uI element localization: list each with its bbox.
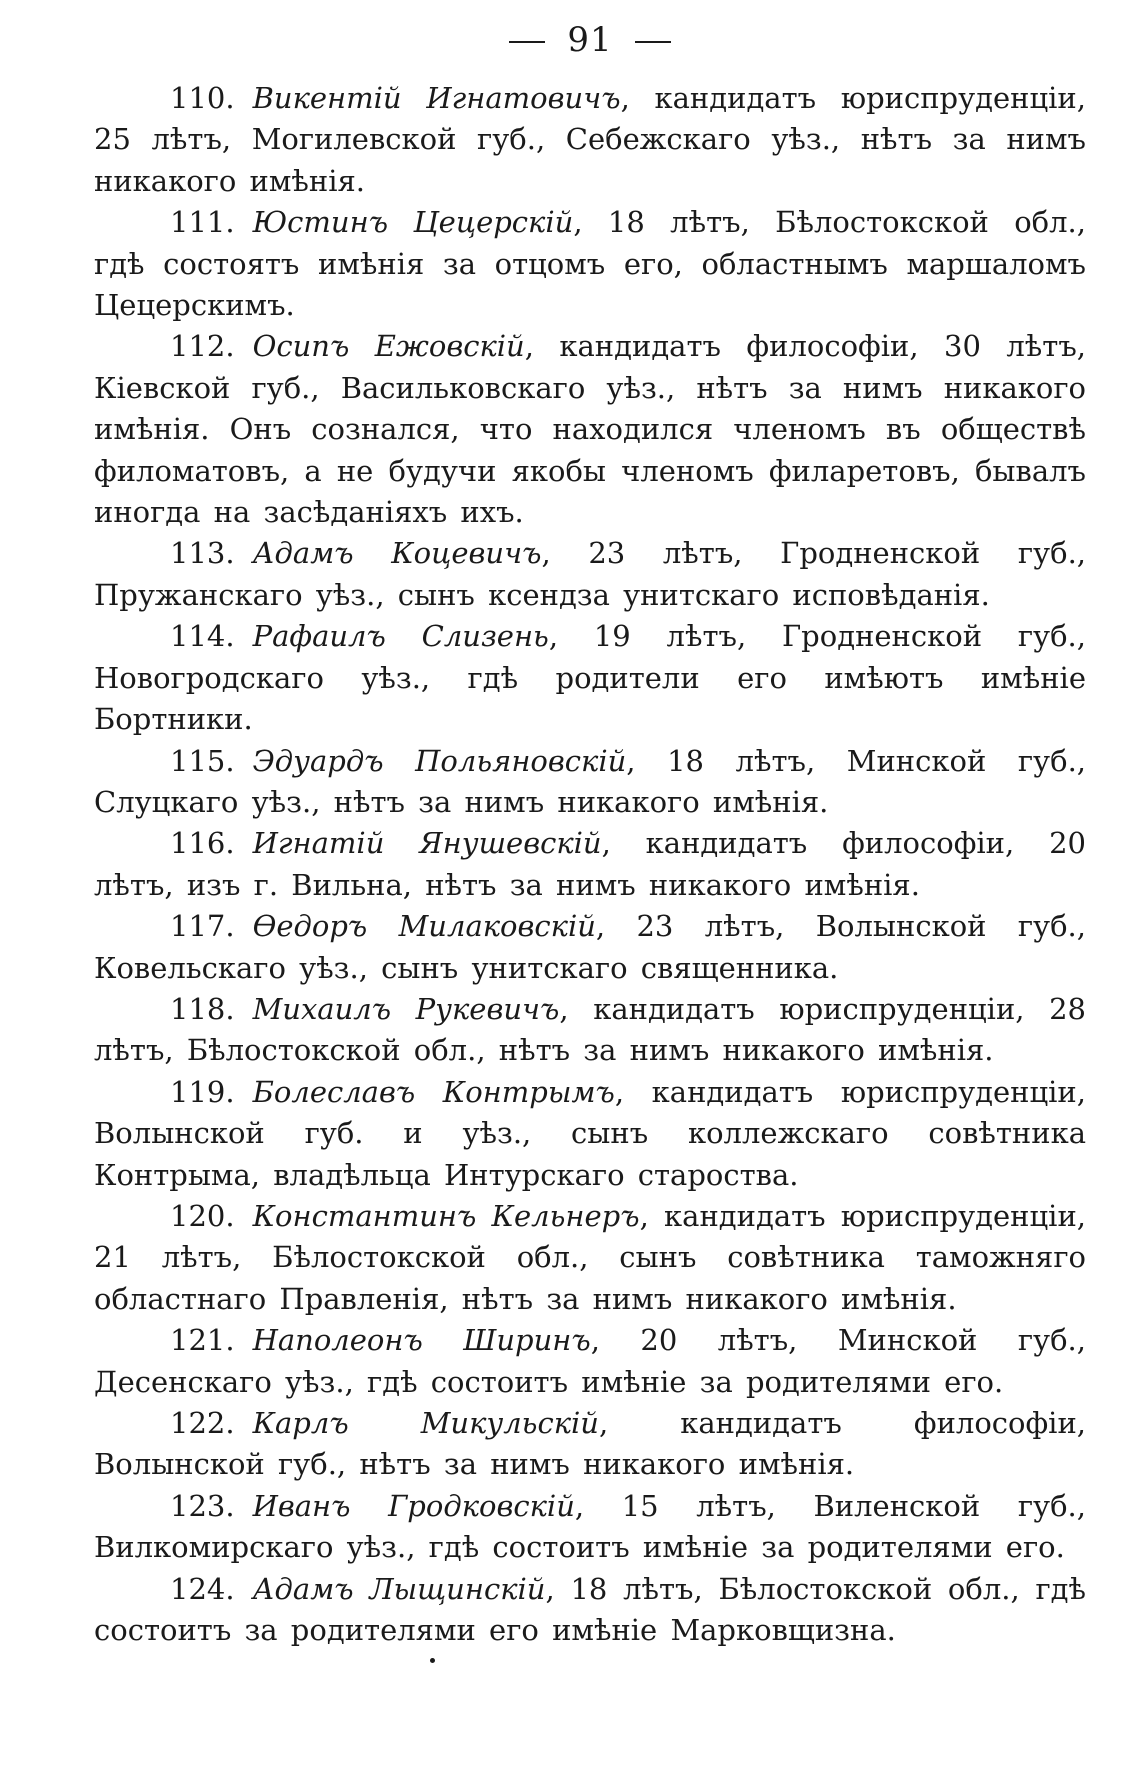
list-item xyxy=(94,1486,1086,1569)
entry-text: , кандидатъ юриспруденціи, 21 лѣтъ, Бѣлостокской обл., сынъ совѣтника таможняго областнаго Правленія, нѣтъ за нимъ никакого имѣнія. xyxy=(94,1198,1086,1316)
header-dash-right xyxy=(635,41,671,43)
person-name: Осипъ Ежовскій xyxy=(252,329,525,364)
person-name: Викентій Игнатовичъ xyxy=(252,81,621,115)
entry-number: 122. xyxy=(170,1406,235,1440)
entry-number: 113. xyxy=(170,536,235,571)
entry-text: , 19 лѣтъ, Гродненской губ., Новогродскаго уѣз., гдѣ родители его имѣютъ имѣніе Бортники. xyxy=(94,619,1086,737)
person-name: Константинъ Кельнеръ xyxy=(252,1198,640,1233)
person-name: Өедоръ Милаковскій xyxy=(252,909,596,944)
entry-number: 114. xyxy=(170,619,235,654)
page-header xyxy=(94,18,1086,78)
entry-number: 115. xyxy=(170,743,235,778)
person-name: Адамъ Коцевичъ xyxy=(252,536,542,571)
list-item xyxy=(94,1403,1086,1486)
list-item xyxy=(94,326,1086,533)
list-item xyxy=(94,1196,1086,1320)
entry-text: , кандидатъ юриспруденціи, 28 лѣтъ, Бѣлостокской обл., нѣтъ за нимъ никакого имѣнія. xyxy=(94,991,1086,1068)
entry-number: 123. xyxy=(170,1488,235,1523)
list-item xyxy=(94,202,1086,326)
entry-text: , 15 лѣтъ, Виленской губ., Вилкомирскаго уѣз., гдѣ состоитъ имѣніе за родителями его. xyxy=(94,1488,1086,1565)
entry-number: 111. xyxy=(170,205,235,240)
entry-number: 110. xyxy=(170,81,235,115)
entry-text: , кандидатъ философіи, 20 лѣтъ, изъ г. Вильна, нѣтъ за нимъ никакого имѣнія. xyxy=(94,826,1086,902)
person-name: Эдуардъ Польяновскій xyxy=(252,743,627,778)
list-item xyxy=(94,1320,1086,1403)
person-name: Болеславъ Контрымъ xyxy=(252,1074,615,1109)
list-item xyxy=(94,823,1086,906)
entry-text: , 23 лѣтъ, Гродненской губ., Пружанскаго уѣз., сынъ ксендза унитскаго исповѣданія. xyxy=(94,536,1087,612)
person-name: Юстинъ Цецерскій xyxy=(252,205,574,240)
person-name: Карлъ Микульскій xyxy=(252,1406,599,1440)
person-name: Михаилъ Рукевичъ xyxy=(252,991,560,1026)
list-item xyxy=(94,741,1086,824)
entry-number: 117. xyxy=(170,909,235,944)
entry-text: , 23 лѣтъ, Волынской губ., Ковельскаго уѣз., сынъ унитскаго священника. xyxy=(94,909,1086,985)
entry-text: , 18 лѣтъ, Бѣлостокской обл., гдѣ состоятъ имѣнія за отцомъ его, областнымъ маршаломъ Цецерскимъ. xyxy=(94,205,1086,323)
document-page xyxy=(94,18,1086,1651)
person-name: Наполеонъ Ширинъ xyxy=(252,1323,591,1358)
entry-number: 112. xyxy=(170,329,235,364)
entry-text: , кандидатъ философіи, 30 лѣтъ, Кіевской губ., Васильковскаго уѣз., нѣтъ за нимъ никакого имѣнія. Онъ сознался, что находился членомъ въ обществѣ филоматовъ, а не будучи якобы членомъ филаретовъ, бывалъ иногда на засѣданіяхъ ихъ. xyxy=(94,329,1086,530)
person-name: Рафаилъ Слизень xyxy=(252,619,549,654)
entry-text: , кандидатъ философіи, Волынской губ., нѣтъ за нимъ никакого имѣнія. xyxy=(94,1406,1086,1482)
list-item xyxy=(94,989,1086,1072)
person-name: Адамъ Лыщинскій xyxy=(252,1571,546,1606)
entry-text: , 18 лѣтъ, Минской губ., Слуцкаго уѣз., нѣтъ за нимъ никакого имѣнія. xyxy=(94,743,1087,819)
person-name: Игнатій Янушевскій xyxy=(252,826,602,861)
list-item xyxy=(94,1072,1086,1196)
entry-number: 116. xyxy=(170,826,235,861)
footer-dot xyxy=(430,1658,435,1663)
list-item xyxy=(94,78,1086,202)
entry-text: , 20 лѣтъ, Минской губ., Десенскаго уѣз., гдѣ состоитъ имѣніе за родителями его. xyxy=(94,1323,1086,1399)
entry-number: 121. xyxy=(170,1323,235,1358)
entry-number: 119. xyxy=(170,1074,235,1109)
person-name: Иванъ Гродковскій xyxy=(252,1488,575,1523)
list-item xyxy=(94,533,1086,616)
entry-list xyxy=(94,78,1086,1651)
entry-text: , кандидатъ юриспруденціи, Волынской губ. и уѣз., сынъ коллежскаго совѣтника Контрыма, владѣльца Интурскаго староства. xyxy=(94,1074,1086,1192)
list-item xyxy=(94,1569,1086,1652)
list-item xyxy=(94,906,1086,989)
list-item xyxy=(94,616,1086,740)
page-number: 91 xyxy=(567,20,613,60)
entry-number: 124. xyxy=(170,1571,235,1606)
header-dash-left xyxy=(509,41,545,43)
entry-text: , 18 лѣтъ, Бѣлостокской обл., гдѣ состоитъ за родителями его имѣніе Марковщизна. xyxy=(94,1571,1086,1648)
entry-text: , кандидатъ юриспруденціи, 25 лѣтъ, Могилевской губ., Себежскаго уѣз., нѣтъ за нимъ никакого имѣнія. xyxy=(94,81,1086,198)
entry-number: 118. xyxy=(170,991,235,1026)
entry-number: 120. xyxy=(170,1198,235,1233)
